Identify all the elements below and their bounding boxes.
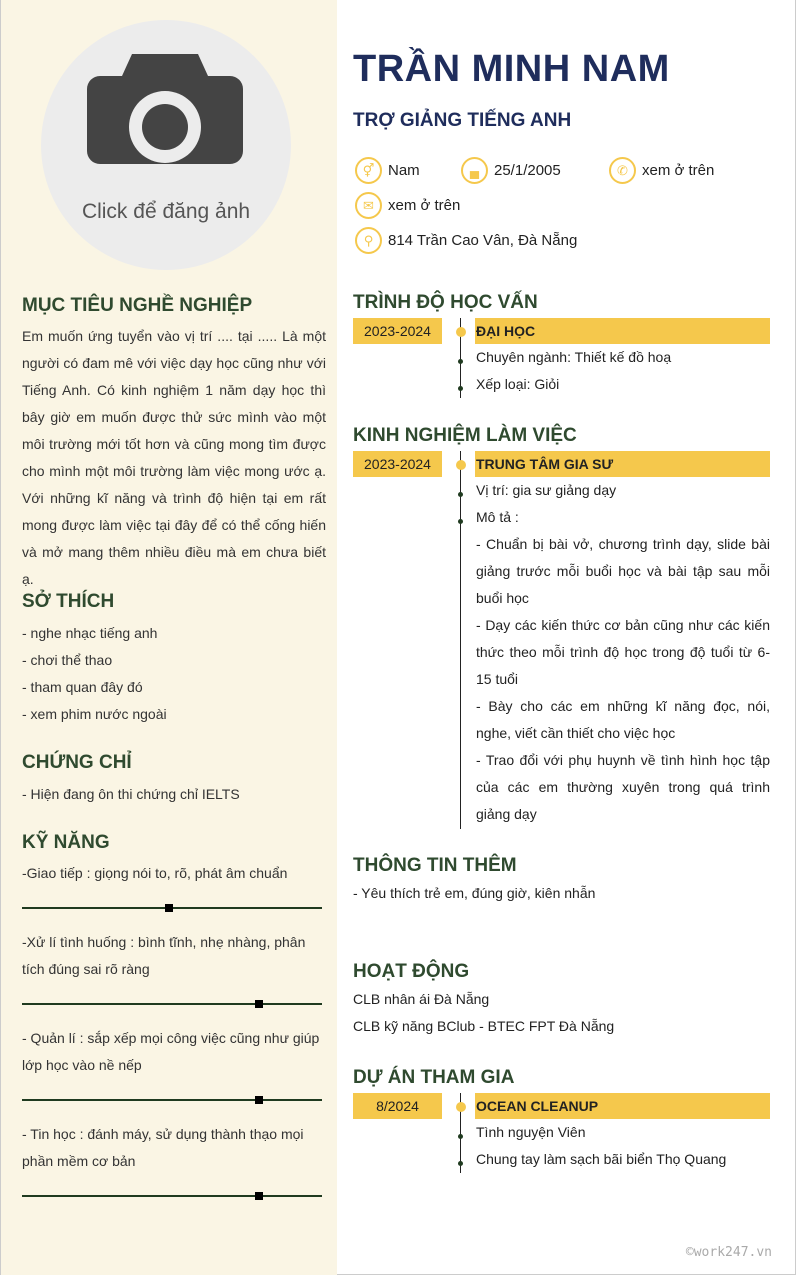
activity-item: CLB nhân ái Đà Nẵng [353, 991, 490, 1007]
skill-slider[interactable] [22, 1095, 322, 1105]
map-pin-icon: ⚲ [355, 227, 382, 254]
phone-icon: ✆ [609, 157, 636, 184]
experience-detail: - Dạy các kiến thức cơ bản cũng như các kiến thức theo mỗi trình độ học trong độ tuổi từ 6-15 tuổi [476, 617, 770, 687]
experience-entry [353, 451, 770, 829]
skills-heading: KỸ NĂNG [22, 832, 110, 853]
cert-item: - Hiện đang ôn thi chứng chỉ IELTS [22, 786, 240, 802]
hobby-item: - xem phim nước ngoài [22, 706, 167, 722]
hobby-item: - tham quan đây đó [22, 679, 143, 695]
experience-title: TRUNG TÂM GIA SƯ [475, 451, 770, 477]
hobbies-heading: SỞ THÍCH [22, 591, 115, 612]
skill-item [22, 860, 322, 913]
activities-list [353, 986, 614, 1040]
objective-text: Em muốn ứng tuyển vào vị trí .... tại ..... Là một người có đam mê với việc dạy học cũng như với Tiếng Anh. Có kinh nghiệm 1 năm dạy học thì bây giờ em muốn được thử sức mình vào một môi trường mới tốt hơn và cũng mong tìm được cho mình một môi trường làm việc mong ước ạ. Với những kĩ năng và trình độ hiện tại em rất mong được làm việc tại đây để có thể cống hiến và mở mang thêm nhiều điều mà em chưa biết ạ. [22, 328, 326, 587]
skill-text: -Giao tiếp : giọng nói to, rõ, phát âm chuẩn [22, 865, 288, 881]
cake-icon: ▄ [461, 157, 488, 184]
contact-birthday: ▄ 25/1/2005 [461, 157, 561, 184]
hobby-item: - chơi thể thao [22, 652, 113, 668]
education-item: Chuyên ngành: Thiết kế đồ hoạ [476, 344, 770, 371]
hobby-item: - nghe nhạc tiếng anh [22, 625, 158, 641]
experience-detail: - Trao đổi với phụ huynh về tình hình học tập của các em thường xuyên trong quá trình giảng dạy [476, 752, 770, 822]
contact-email: ✉ xem ở trên [355, 192, 460, 219]
project-title: OCEAN CLEANUP [475, 1093, 770, 1119]
activity-item: CLB kỹ năng BClub - BTEC FPT Đà Nẵng [353, 1018, 615, 1034]
education-title: ĐẠI HỌC [475, 318, 770, 344]
skill-text: - Quản lí : sắp xếp mọi công việc cũng như giúp lớp học vào nề nếp [22, 1030, 320, 1073]
skill-knob[interactable] [255, 1000, 263, 1008]
contact-gender: ⚥ Nam [355, 157, 420, 184]
extra-heading: THÔNG TIN THÊM [353, 855, 517, 876]
project-date: 8/2024 [353, 1093, 442, 1119]
skill-text: - Tin học : đánh máy, sử dụng thành thạo mọi phần mềm cơ bản [22, 1126, 304, 1169]
extra-text: - Yêu thích trẻ em, đúng giờ, kiên nhẫn [353, 885, 596, 901]
skill-slider[interactable] [22, 1191, 322, 1201]
contact-phone: ✆ xem ở trên [609, 157, 714, 184]
activities-heading: HOẠT ĐỘNG [353, 961, 470, 982]
contact-address: ⚲ 814 Trần Cao Vân, Đà Nẵng [355, 227, 577, 254]
project-item: Chung tay làm sạch bãi biển Thọ Quang [476, 1146, 770, 1173]
skill-slider[interactable] [22, 903, 322, 913]
photo-upload[interactable] [41, 20, 291, 270]
skill-item [22, 929, 322, 1009]
objective-heading: MỤC TIÊU NGHỀ NGHIỆP [22, 295, 253, 316]
experience-heading: KINH NGHIỆM LÀM VIỆC [353, 425, 577, 446]
project-item: Tình nguyện Viên [476, 1119, 770, 1146]
experience-detail: - Bày cho các em những kĩ năng đọc, nói, nghe, viết cần thiết cho việc học [476, 698, 770, 741]
experience-item: Mô tả : [476, 504, 770, 531]
skill-slider[interactable] [22, 999, 322, 1009]
education-entry [353, 318, 770, 398]
projects-heading: DỰ ÁN THAM GIA [353, 1067, 515, 1088]
timeline-dot [456, 1102, 466, 1112]
camera-icon [87, 54, 243, 164]
project-entry [353, 1093, 770, 1173]
photo-caption: Click để đăng ảnh [81, 200, 251, 223]
skill-knob[interactable] [255, 1096, 263, 1104]
hobbies-list [22, 620, 326, 728]
job-title: TRỢ GIẢNG TIẾNG ANH [353, 110, 572, 131]
skill-text: -Xử lí tình huống : bình tĩnh, nhẹ nhàng, phân tích đúng sai rõ ràng [22, 934, 306, 977]
certs-heading: CHỨNG CHỈ [22, 752, 132, 773]
watermark: ©work247.vn [685, 1245, 772, 1260]
education-date: 2023-2024 [353, 318, 442, 344]
candidate-name: TRẦN MINH NAM [353, 48, 670, 90]
gender-icon: ⚥ [355, 157, 382, 184]
timeline-dot [456, 460, 466, 470]
education-item: Xếp loại: Giỏi [476, 371, 770, 398]
sidebar [1, 0, 337, 1275]
experience-detail: - Chuẩn bị bài vở, chương trình dạy, slide bài giảng trước mỗi buổi học và bài tập sau mỗi buổi học [476, 536, 770, 606]
education-heading: TRÌNH ĐỘ HỌC VẤN [353, 292, 538, 313]
envelope-icon: ✉ [355, 192, 382, 219]
experience-date: 2023-2024 [353, 451, 442, 477]
skill-knob[interactable] [165, 904, 173, 912]
skill-item [22, 1121, 322, 1201]
experience-item: Vị trí: gia sư giảng dạy [476, 477, 770, 504]
skill-knob[interactable] [255, 1192, 263, 1200]
skill-item [22, 1025, 322, 1105]
timeline-dot [456, 327, 466, 337]
